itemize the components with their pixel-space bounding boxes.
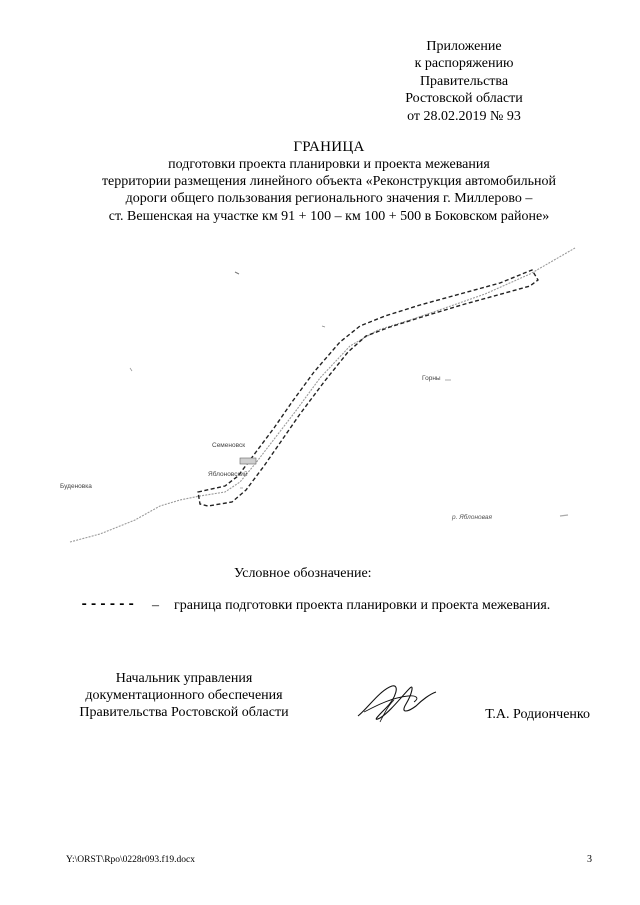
map-mark <box>235 272 239 274</box>
map-mark <box>560 515 568 516</box>
map-label-gorny: Горны <box>422 375 441 382</box>
main-road <box>70 248 575 542</box>
legend-description: граница подготовки проекта планировки и проекта межевания. <box>174 598 551 613</box>
map-label-river: р. Яблоновая <box>452 514 492 521</box>
legend-dash-symbol: ------ <box>80 597 137 613</box>
boundary-map <box>60 238 580 558</box>
settlement-marker <box>240 458 256 464</box>
appendix-line: от 28.02.2019 № 93 <box>407 108 521 124</box>
signer-name: Т.А. Родионченко <box>485 707 590 722</box>
appendix-line: Правительства <box>419 73 509 89</box>
subtitle-line: подготовки проекта планировки и проекта межевания <box>168 157 490 172</box>
signer-position-line: документационного обеспечения <box>85 688 283 703</box>
handwritten-signature <box>350 678 440 728</box>
map-mark <box>322 326 325 327</box>
page-number: 3 <box>587 854 592 865</box>
signer-position <box>60 670 308 721</box>
document-title: ГРАНИЦА <box>293 139 365 155</box>
appendix-line: Приложение <box>426 39 502 54</box>
legend-title: Условное обозначение: <box>234 566 372 581</box>
map-label-yablonovsky: Яблоновский <box>208 471 248 478</box>
document-subtitle <box>40 156 618 225</box>
appendix-line: к распоряжению <box>414 56 514 72</box>
subtitle-line: территории размещения линейного объекта «Реконструкция автомобильной <box>101 174 557 190</box>
appendix-line: Ростовской области <box>405 91 523 107</box>
appendix-block <box>364 38 564 125</box>
signer-position-line: Начальник управления <box>115 671 253 686</box>
map-label-budennovka: Буденовка <box>60 483 92 490</box>
legend-separator: – <box>152 598 159 613</box>
map-mark <box>130 368 132 371</box>
subtitle-line: дороги общего пользования регионального значения г. Миллерово – <box>125 191 533 207</box>
footer-file-path: Y:\ORST\Rpo\0228r093.f19.docx <box>66 855 195 865</box>
map-label-semenovsky: Семеновск <box>212 442 246 449</box>
signer-position-line: Правительства Ростовской области <box>79 705 289 720</box>
subtitle-line: ст. Вешенская на участке км 91 + 100 – км 100 + 500 в Боковском районе» <box>108 208 550 224</box>
